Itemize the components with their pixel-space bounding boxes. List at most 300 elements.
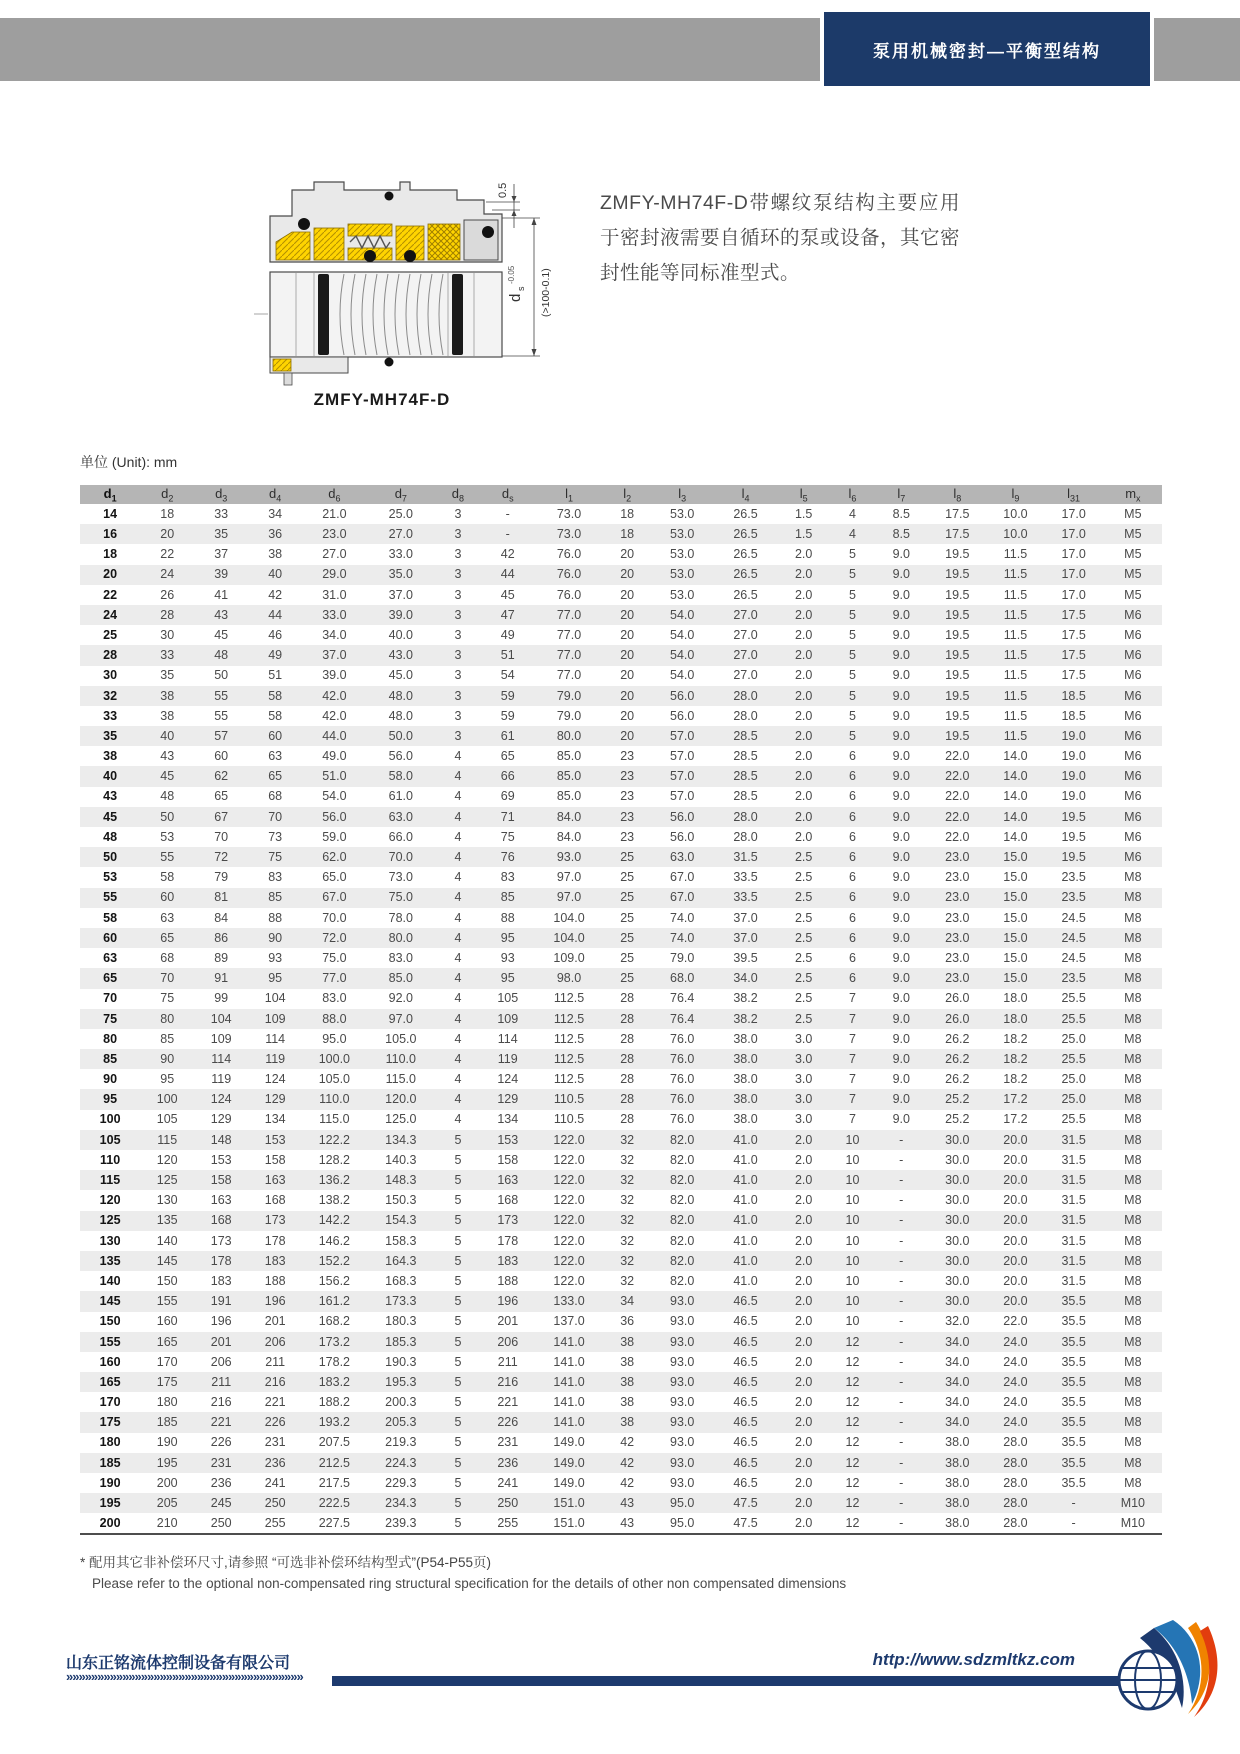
cell: 140 [99,1273,121,1288]
cell: 53 [160,829,175,844]
cell: 4 [454,890,462,905]
cell: 128.2 [318,1152,350,1167]
retainer-ring [314,228,344,260]
cell: 17.5 [1061,627,1086,642]
cell: 28 [620,1112,635,1127]
cell: 188 [497,1273,519,1288]
cell: M8 [1124,1132,1142,1147]
cell: 206 [497,1334,519,1349]
cell: 30.0 [945,1193,970,1208]
cell: 53.0 [670,527,695,542]
cell: 40.0 [388,627,413,642]
dim-shaft-tol: -0.05 [507,265,516,284]
cell: 17.0 [1061,567,1086,582]
cell: 110.5 [553,1092,585,1107]
cell: 219.3 [385,1435,417,1450]
cell: M6 [1124,749,1142,764]
cell: 206 [264,1334,286,1349]
cell: 59.0 [322,829,347,844]
website-link[interactable]: http://www.sdzmltkz.com [872,1650,1075,1669]
cell: 26.5 [733,587,758,602]
cell: 82.0 [670,1132,695,1147]
cell: - [899,1455,904,1470]
cell: 18.0 [1003,991,1028,1006]
cell: 112.5 [553,991,585,1006]
cell: 2.5 [794,1011,813,1026]
cell: 54 [500,668,515,683]
cell: 201 [497,1314,519,1329]
cell: 149.0 [553,1435,585,1450]
cell: 2.0 [794,728,813,743]
table-row-d1-195 [80,1493,1162,1513]
table-row-d1-63 [80,948,1162,968]
cell: M8 [1124,1072,1142,1087]
cell: 2.0 [794,547,813,562]
cell: - [899,1193,904,1208]
cell: 163 [264,1173,286,1188]
cell: 16 [103,527,118,542]
cell: 19.0 [1061,749,1086,764]
cell: 4 [454,910,462,925]
cell: 158.3 [385,1233,417,1248]
cell: 211 [211,1374,232,1389]
cell: M6 [1124,789,1142,804]
cell: 75 [103,1011,118,1026]
cell: 46.5 [733,1415,758,1430]
cell: 43 [620,1515,635,1530]
cell: 25 [620,930,635,945]
cell: 31.5 [1061,1132,1086,1147]
cell: 2.0 [794,1233,813,1248]
cell: 196 [497,1294,519,1309]
cell: 20.0 [1003,1253,1028,1268]
table-row-d1-38 [80,746,1162,766]
cell: 109.0 [553,950,585,965]
cell: 93.0 [670,1415,695,1430]
cell: 70.0 [322,910,347,925]
cell: 39.0 [322,668,347,683]
cell: 25.5 [1061,991,1086,1006]
cell: 19.0 [1061,769,1086,784]
cell: 3 [454,728,462,743]
cell: 30 [103,668,118,683]
cell: 12 [845,1395,860,1410]
cell: 25.2 [945,1112,970,1127]
cell: 49 [500,627,515,642]
column-header-d3: $d_3$ [215,485,228,504]
cell: 35.5 [1061,1314,1086,1329]
cell: 46.5 [733,1395,758,1410]
cell: 105 [99,1132,121,1147]
cell: 20 [620,708,635,723]
cell: 206 [210,1354,232,1369]
cell: 153 [264,1132,286,1147]
cell: 3 [454,527,462,542]
cell: 134 [497,1112,519,1127]
cell: 1.5 [794,506,813,521]
cell: 19.5 [1061,809,1086,824]
cell: M6 [1124,769,1142,784]
cell: 23 [620,749,635,764]
cell: 2.0 [794,1334,813,1349]
cell: 84.0 [556,829,582,844]
cell: 150 [99,1314,121,1329]
cell: 9.0 [892,749,910,764]
cell: 43 [160,749,175,764]
cell: 155 [99,1334,121,1349]
cell: 2.0 [794,708,813,723]
cell: 1.5 [794,527,813,542]
cell: 63 [103,950,118,965]
cell: 28 [103,648,118,663]
cell: 180.3 [385,1314,417,1329]
cell: 3.0 [794,1031,813,1046]
table-row-d1-115 [80,1170,1162,1190]
cell: 20 [620,688,635,703]
cell: - [899,1415,904,1430]
cell: 38.0 [945,1455,970,1470]
table-row-d1-14 [80,504,1162,524]
cell: 12 [845,1415,860,1430]
cell: 23.0 [945,910,970,925]
cell: 58 [268,688,283,703]
cell: 57.0 [670,728,695,743]
cell: M5 [1124,587,1142,602]
cell: 47.5 [733,1496,758,1511]
cell: 33.5 [733,890,758,905]
cell: 2.5 [794,890,813,905]
cell: 15.0 [1003,930,1028,945]
cell: 28.0 [733,809,758,824]
cell: 10 [845,1173,860,1188]
cell: M5 [1124,567,1142,582]
cell: 26.5 [733,567,758,582]
cell: 53.0 [670,567,695,582]
cell: 250 [497,1496,519,1511]
cell: 27.0 [733,607,758,622]
table-header-row [80,485,1162,504]
cell: 24 [103,607,118,622]
cell: 35 [103,728,118,743]
table-row-d1-65 [80,968,1162,988]
cell: 17.2 [1003,1092,1028,1107]
o-ring-mid2 [404,250,416,262]
cell: 2.0 [794,1213,813,1228]
cell: 30.0 [945,1273,970,1288]
cell: 31.5 [1061,1193,1086,1208]
cell: 28.5 [733,769,758,784]
cell: 19.5 [945,668,970,683]
table-row-d1-125 [80,1211,1162,1231]
cell: M8 [1124,991,1142,1006]
cell: 76 [500,850,515,865]
cell: M8 [1124,1253,1142,1268]
cell: 22 [103,587,118,602]
cell: 4 [454,1011,462,1026]
table-row-d1-33 [80,706,1162,726]
cell: 6 [848,930,856,945]
cell: 28 [620,1072,635,1087]
cell: - [1071,1496,1076,1511]
table-row-d1-110 [80,1150,1162,1170]
cell: 19.5 [945,587,970,602]
cell: 12 [845,1496,860,1511]
cell: 34.0 [322,627,347,642]
cell: 7 [848,1072,856,1087]
cell: 145 [156,1253,178,1268]
cell: 20 [103,567,118,582]
cell: 140.3 [385,1152,417,1167]
cell: M6 [1124,648,1142,663]
cell: 115.0 [385,1072,416,1087]
cell: 5 [454,1435,462,1450]
cell: 3 [454,567,462,582]
cell: 79 [214,870,229,885]
cell: 35 [214,527,229,542]
cell: 11.5 [1003,547,1028,562]
cell: M8 [1124,1334,1142,1349]
cell: 195 [99,1496,121,1511]
cell: 150.3 [385,1193,417,1208]
cell: 124 [497,1072,519,1087]
cell: 32 [620,1273,635,1288]
cell: 122.0 [553,1173,585,1188]
cell: 9.0 [892,1031,910,1046]
cell: 79.0 [556,688,582,703]
cell: 6 [848,971,856,986]
cell: 33.5 [733,870,758,885]
cell: 221 [210,1415,232,1430]
cell: 2.0 [794,1415,813,1430]
cell: 11.5 [1003,567,1028,582]
cell: 212.5 [318,1455,350,1470]
cell: - [899,1132,904,1147]
cell: 65 [500,749,515,764]
cell: 23.0 [945,930,970,945]
cell: - [899,1395,904,1410]
cell: 80.0 [388,930,413,945]
cell: 20 [620,547,635,562]
cell: M10 [1120,1515,1146,1530]
cell: 17.5 [945,506,970,521]
cell: 25 [103,627,118,642]
cell: 93.0 [670,1334,695,1349]
cell: M6 [1124,809,1142,824]
cell: 23.0 [945,870,970,885]
cell: M8 [1124,1314,1142,1329]
cell: M8 [1124,1233,1142,1248]
cell: 70 [268,809,283,824]
cell: 4 [454,930,462,945]
cell: - [899,1294,904,1309]
column-header-l5: $l_5$ [799,485,808,504]
cell: 17.5 [1061,648,1086,663]
cell: 93.0 [670,1395,695,1410]
table-row-d1-48 [80,827,1162,847]
dim-shaft-sub: s [516,286,526,291]
cell: 222.5 [318,1496,350,1511]
cell: 201 [210,1334,232,1349]
cell: 63.0 [670,850,695,865]
cell: 84 [214,910,229,925]
cell: 26.2 [945,1051,970,1066]
cell: 3.0 [794,1112,813,1127]
cell: 74.0 [670,930,695,945]
cell: 130 [156,1193,178,1208]
cell: M5 [1124,527,1142,542]
cell: 43 [214,607,229,622]
stationary-seat [428,224,460,260]
cell: 65 [214,789,229,804]
cell: 37 [214,547,229,562]
cell: 5 [454,1395,462,1410]
cell: 33.0 [322,607,347,622]
column-header-ds: $d_s$ [501,485,514,504]
cell: M8 [1124,971,1142,986]
cell: 65 [268,769,283,784]
cell: 239.3 [385,1515,417,1530]
table-row-d1-45 [80,807,1162,827]
cell: 20.0 [1003,1273,1028,1288]
cell: 122.0 [553,1193,585,1208]
cell: 2.5 [794,991,813,1006]
cell: 30 [160,627,175,642]
cell: 22.0 [945,809,970,824]
cell: 4 [454,1112,462,1127]
table-row-d1-22 [80,585,1162,605]
cell: 60 [160,890,175,905]
cell: 77.0 [556,648,582,663]
cell: 168 [210,1213,232,1228]
cell: 120 [99,1193,121,1208]
table-row-d1-170 [80,1392,1162,1412]
cell: 80 [103,1031,118,1046]
cell: 10.0 [1003,527,1028,542]
cell: 9.0 [892,648,910,663]
cell: 56.0 [670,688,695,703]
cell: 89 [214,950,229,965]
cell: 19.5 [945,728,970,743]
cell: 226 [210,1435,232,1450]
cell: 19.5 [945,607,970,622]
cell: - [505,527,510,542]
cell: 25.5 [1061,1112,1086,1127]
cell: 9.0 [892,708,910,723]
cell: 30.0 [945,1253,970,1268]
cell: 31.5 [1061,1213,1086,1228]
cell: 119 [211,1072,232,1087]
cell: 38.0 [733,1072,758,1087]
cell: 178 [210,1253,232,1268]
cell: 46.5 [733,1294,758,1309]
cell: 109 [210,1031,232,1046]
cell: 104.0 [553,910,585,925]
cell: 3.0 [794,1072,813,1087]
table-row-d1-95 [80,1089,1162,1109]
cell: 56.0 [670,809,695,824]
cell: 32 [620,1152,635,1167]
cell: 25 [620,870,635,885]
cell: 93.0 [670,1374,695,1389]
cell: 231 [210,1455,232,1470]
cell: 216 [264,1374,286,1389]
cell: 18 [160,506,175,521]
cell: 28.0 [1003,1455,1028,1470]
cell: 38 [620,1354,635,1369]
cell: 2.0 [794,1173,813,1188]
cell: 98.0 [556,971,582,986]
cell: 58.0 [388,769,413,784]
cell: 58 [268,708,283,723]
cell: 23.0 [945,850,970,865]
cell: 9.0 [892,769,910,784]
cell: 136.2 [318,1173,350,1188]
cell: 2.5 [794,850,813,865]
cell: 72.0 [322,930,347,945]
cell: 5 [454,1132,462,1147]
table-row-d1-160 [80,1352,1162,1372]
cell: 115 [157,1132,178,1147]
cell: 2.5 [794,971,813,986]
cell: 226 [497,1415,519,1430]
cell: 226 [264,1415,286,1430]
cell: 28 [620,991,635,1006]
cell: 26.5 [733,527,758,542]
cell: 18.2 [1003,1051,1028,1066]
cell: 31.5 [1061,1152,1086,1167]
cell: 92.0 [388,991,413,1006]
cell: 2.0 [794,1273,813,1288]
cell: 146.2 [318,1233,350,1248]
cell: 30.0 [945,1294,970,1309]
cell: 23.5 [1061,971,1086,986]
cell: 221 [264,1395,286,1410]
cell: 6 [848,870,856,885]
cell: 80 [160,1011,175,1026]
cell: 122.0 [553,1213,585,1228]
table-row-d1-70 [80,989,1162,1009]
cell: 82.0 [670,1173,695,1188]
cell: M6 [1124,668,1142,683]
cell: 122.0 [553,1152,585,1167]
cell: 173.3 [385,1294,417,1309]
cell: 58 [160,870,175,885]
cell: 54.0 [322,789,347,804]
cell: 163 [497,1173,519,1188]
cell: 10 [845,1314,860,1329]
cell: 205 [156,1496,178,1511]
cell: - [899,1233,904,1248]
dim-shaft-base: d [507,293,524,302]
cell: 135 [156,1213,178,1228]
cell: 20 [160,527,175,542]
table-row-d1-120 [80,1190,1162,1210]
cell: 112.5 [553,1051,585,1066]
cell: 191 [210,1294,232,1309]
cell: M8 [1124,1475,1142,1490]
cell: 75 [160,991,175,1006]
cell: 2.0 [794,749,813,764]
cell: 180 [156,1395,178,1410]
cell: 141.0 [553,1374,585,1389]
cell: 47 [500,607,515,622]
cell: 20 [620,567,635,582]
cell: 18 [620,527,635,542]
cell: 46.5 [733,1435,758,1450]
cell: 95 [500,930,515,945]
cell: 183 [210,1273,232,1288]
cell: M6 [1124,607,1142,622]
